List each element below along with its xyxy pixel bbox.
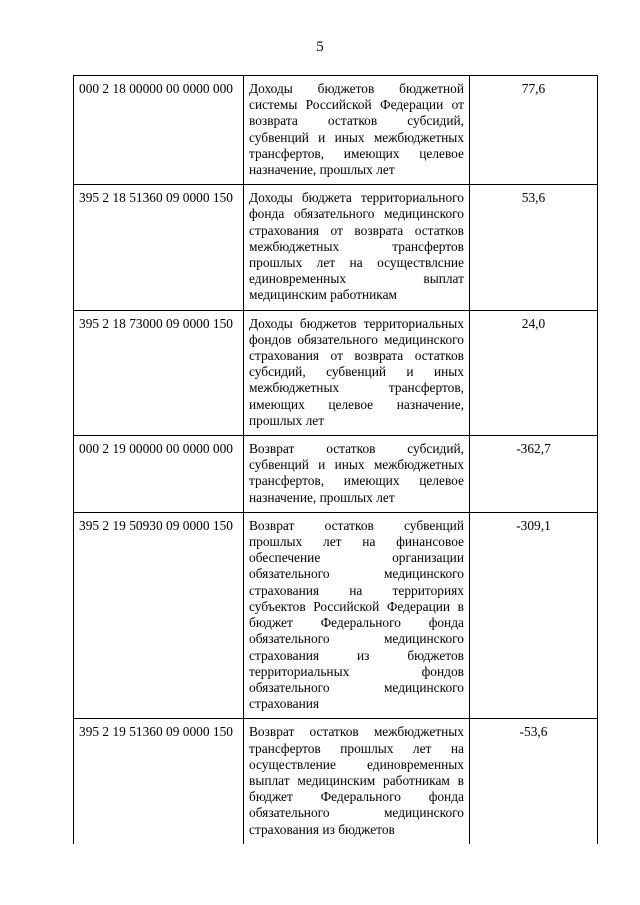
amount-cell: -53,6 [470, 719, 598, 844]
table-row [74, 436, 598, 513]
amount-cell: 77,6 [470, 76, 598, 185]
amount-cell: -362,7 [470, 436, 598, 513]
revenue-name-cell: Доходы бюджета территориального фонда обязательного медицинского страхования от возврата остатков межбюджетных трансфертов прошлых лет на осуществлсние единовременных выплат медицинским работникам [244, 185, 470, 310]
table-row [74, 310, 598, 435]
table-row [74, 185, 598, 310]
table-row [74, 76, 598, 185]
budget-code-cell: 395 2 19 50930 09 0000 150 [74, 512, 244, 718]
revenue-name-cell: Возврат остатков межбюджетных трансфертов прошлых лет на осуществление единовременных выплат медицинским работникам в бюджет Федерального фонда обязательного медицинского страхования из бюджетов [244, 719, 470, 844]
budget-code-cell: 395 2 18 51360 09 0000 150 [74, 185, 244, 310]
budget-code-cell: 395 2 18 73000 09 0000 150 [74, 310, 244, 435]
page-number: 5 [316, 39, 324, 55]
revenue-name-cell: Возврат остатков субвенций прошлых лет на финансовое обеспечение организации обязательного медицинского страхования на территориях субъектов Российской Федерации в бюджет Федерального фонда обязательного медицинского страхования из бюджетов территориальных фондов обязательного медицинского страхования [244, 512, 470, 718]
amount-cell: 53,6 [470, 185, 598, 310]
budget-code-cell: 000 2 19 00000 00 0000 000 [74, 436, 244, 513]
amount-cell: 24,0 [470, 310, 598, 435]
amount-cell: -309,1 [470, 512, 598, 718]
revenue-name-cell: Возврат остатков субсидий, субвенций и иных межбюджетных трансфертов, имеющих целевое назначение, прошлых лет [244, 436, 470, 513]
table-row [74, 719, 598, 844]
revenue-name-cell: Доходы бюджетов бюджетной системы Российской Федерации от возврата остатков субсидий, субвенций и иных межбюджетных трансфертов, имеющих целевое назначение, прошлых лет [244, 76, 470, 185]
budget-revenue-table [73, 75, 598, 844]
table-row [74, 512, 598, 718]
budget-code-cell: 000 2 18 00000 00 0000 000 [74, 76, 244, 185]
budget-code-cell: 395 2 19 51360 09 0000 150 [74, 719, 244, 844]
revenue-name-cell: Доходы бюджетов территориальных фондов обязательного медицинского страхования от возврата остатков субсидий, субвенций и иных межбюджетных трансфертов, имеющих целевое назначение, прошлых лет [244, 310, 470, 435]
